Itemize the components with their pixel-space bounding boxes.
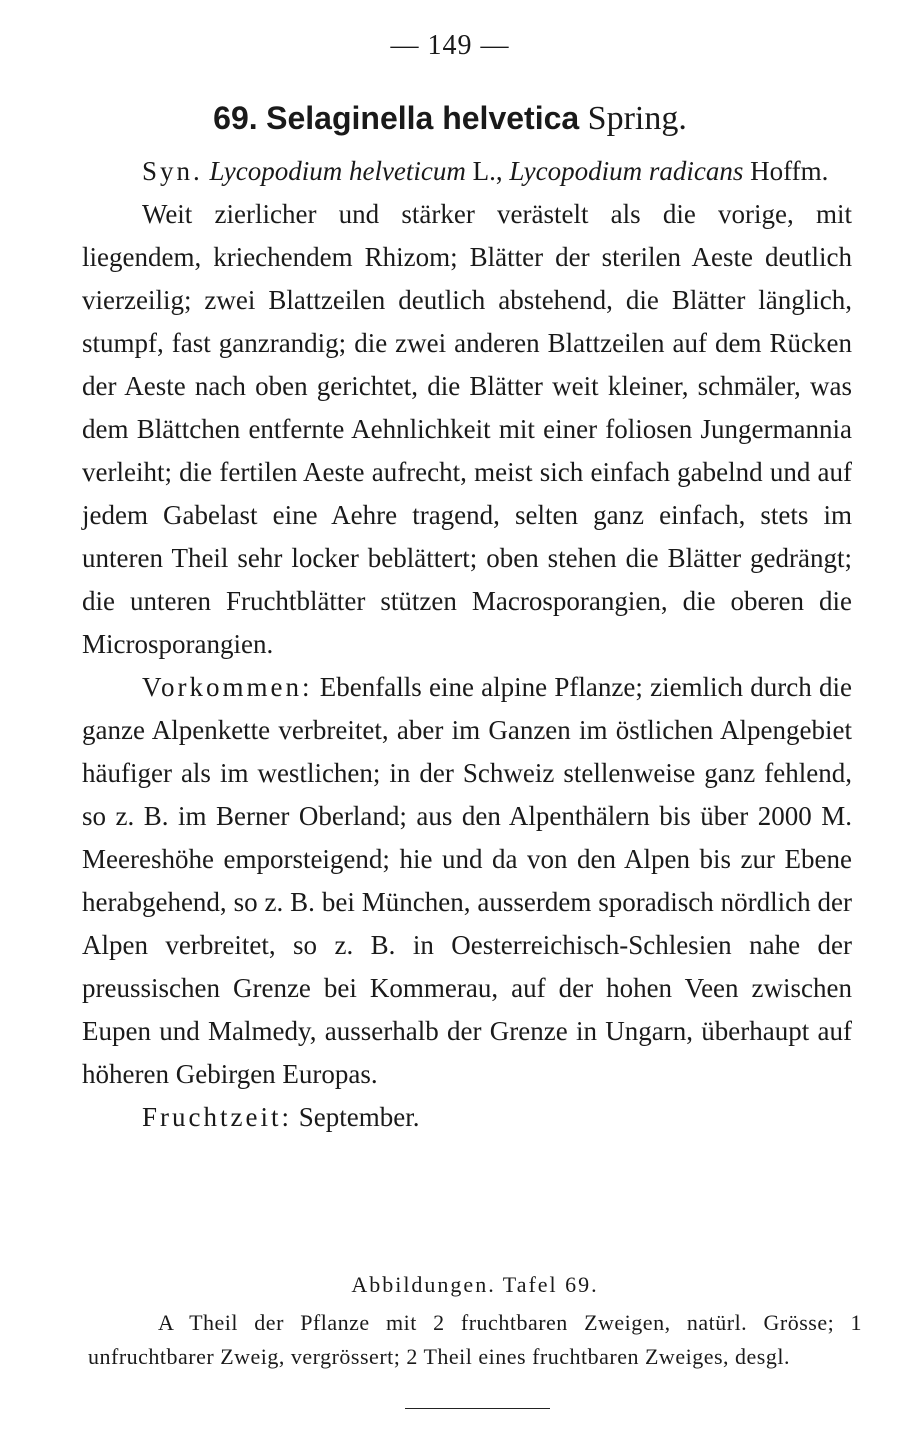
figure-heading: Abbildungen. Tafel 69. bbox=[351, 1272, 599, 1297]
synonyms-label: Syn. bbox=[142, 156, 203, 186]
description-paragraph: Weit zierlicher und stärker verästelt als die vorige, mit liegendem, kriechendem Rhizom; Blätter der sterilen Aeste deutlich vierzeilig; zwei Blattzeilen deutlich abstehend, die Blätter länglich, stumpf, fast ganzrandig; die zwei anderen Blattzeilen auf dem Rücken der Aeste nach oben gerichtet, die Blätter weit kleiner, schmäler, was dem Blättchen entfernte Aehnlichkeit mit einer foliosen Jungermannia verleiht; die fertilen Aeste aufrecht, meist sich einfach gabelnd und auf jedem Gabelast eine Aehre tragend, selten ganz einfach, stets im unteren Theil sehr locker beblättert; oben stehen die Blätter gedrängt; die unteren Fruchtblätter stützen Macrosporangien, die oberen die Microsporangien. bbox=[82, 199, 852, 659]
synonym-name-1: Lycopodium helveticum bbox=[209, 156, 466, 186]
synonym-name-2: Lycopodium radicans bbox=[509, 156, 744, 186]
species-heading bbox=[0, 100, 900, 138]
synonym-author-2: Hoffm. bbox=[750, 156, 829, 186]
page-number: — 149 — bbox=[390, 30, 510, 61]
species-name: Selaginella helvetica bbox=[266, 100, 580, 136]
species-author: Spring. bbox=[587, 100, 687, 137]
synonym-author-1: L., bbox=[472, 156, 503, 186]
occurrence-text: Ebenfalls eine alpine Pflanze; ziemlich durch die ganze Alpenkette verbreitet, aber im Ganzen im östlichen Alpengebiet häufiger als im westlichen; in der Schweiz stellenweise ganz fehlend, so z. B. im Berner Oberland; aus den Alpenthälern bis über 2000 M. Meereshöhe emporsteigend; hie und da von den Alpen bis zur Ebene herabgehend, so z. B. bei München, ausserdem sporadisch nördlich der Alpen verbreitet, so z. B. in Oesterreichisch-Schlesien nahe der preussischen Grenze bei Kommerau, auf der hohen Veen zwischen Eupen und Malmedy, ausserhalb der Grenze in Ungarn, überhaupt auf höheren Gebirgen Europas. bbox=[82, 672, 852, 1089]
occurrence-paragraph bbox=[82, 666, 852, 1096]
occurrence-label: Vorkommen: bbox=[142, 672, 313, 702]
figure-caption: A Theil der Pflanze mit 2 fruchtbaren Zweigen, natürl. Grösse; 1 unfruchtbarer Zweig, vergrössert; 2 Theil eines fruchtbaren Zweiges, desgl. bbox=[88, 1310, 862, 1369]
fruiting-paragraph bbox=[82, 1096, 852, 1139]
fruiting-label: Fruchtzeit: bbox=[142, 1102, 292, 1132]
figure-section bbox=[88, 1268, 862, 1374]
species-number: 69. bbox=[213, 100, 258, 136]
closing-rule bbox=[405, 1408, 550, 1409]
article-body bbox=[82, 150, 852, 1139]
synonyms-paragraph bbox=[82, 150, 852, 193]
fruiting-text: September. bbox=[298, 1102, 420, 1132]
